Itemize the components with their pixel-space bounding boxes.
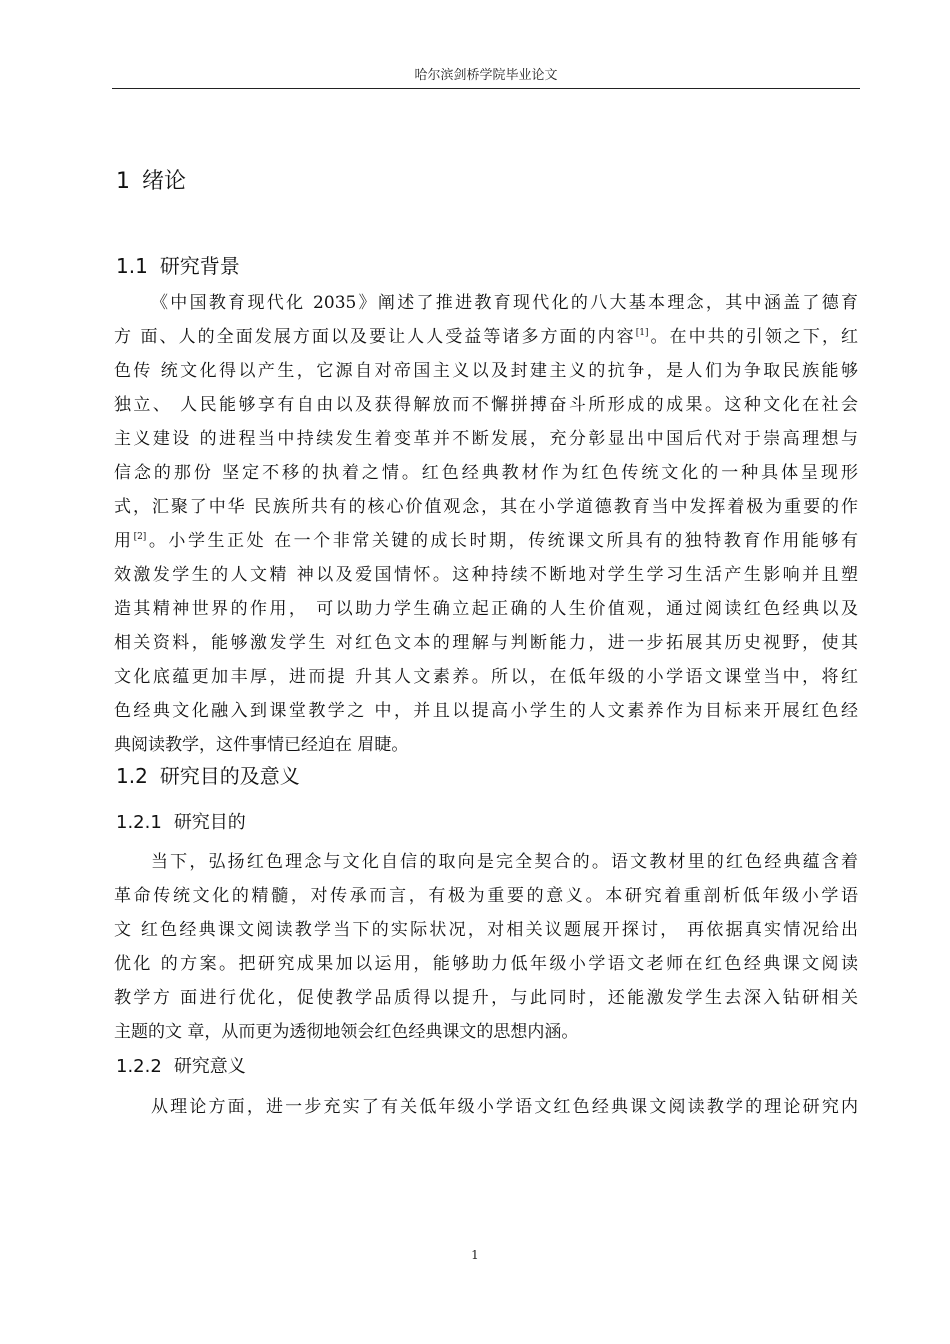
paragraph-line: 色传 统文化得以产生，它源自对帝国主义以及封建主义的抗争，是人们为争取民族能够 (114, 361, 858, 381)
paragraph-line: 式，汇聚了中华 民族所共有的核心价值观念，其在小学道德教育当中发挥着极为重要的作 (114, 497, 858, 517)
subsection-title: 研究目的 (173, 812, 246, 833)
paragraph-line: 当下，弘扬红色理念与文化自信的取向是完全契合的。语文教材里的红色经典蕴含着 (151, 852, 858, 872)
chapter-number: 1 (116, 169, 130, 194)
paragraph-line: 独立、 人民能够享有自由以及获得解放而不懈拼搏奋斗所形成的成果。这种文化在社会 (114, 395, 858, 415)
section-title: 研究目的及意义 (159, 764, 300, 788)
paragraph-line: 主题的文 章，从而更为透彻地领会红色经典课文的思想内涵。 (114, 1022, 579, 1042)
paragraph-research-purpose (114, 845, 858, 1049)
paragraph-line: 方 面、人的全面发展方面以及要让人人受益等诸多方面的内容[1]。在中共的引领之下，红 (114, 327, 858, 347)
running-header: 哈尔滨剑桥学院毕业论文 (112, 66, 860, 89)
section-heading-1-2 (116, 760, 300, 789)
section-heading-1-1 (116, 250, 240, 279)
subsection-heading-1-2-1 (116, 808, 246, 834)
paragraph-research-significance (114, 1090, 858, 1124)
paragraph-line: 优化 的方案。把研究成果加以运用，能够助力低年级小学语文老师在红色经典课文阅读 (114, 954, 858, 974)
paragraph-line: 用[2]。小学生正处 在一个非常关键的成长时期，传统课文所具有的独特教育作用能够有 (114, 531, 858, 551)
section-title: 研究背景 (159, 254, 240, 278)
chapter-title: 绪论 (142, 169, 187, 194)
paragraph-line: 效激发学生的人文精 神以及爱国情怀。这种持续不断地对学生学习生活产生影响并且塑 (114, 565, 858, 585)
subsection-heading-1-2-2 (116, 1052, 246, 1078)
paragraph-line: 造其精神世界的作用， 可以助力学生确立起正确的人生价值观，通过阅读红色经典以及 (114, 599, 858, 619)
paragraph-research-background (114, 286, 858, 762)
page-number: 1 (471, 1248, 479, 1262)
subsection-title: 研究意义 (173, 1056, 246, 1077)
section-number: 1.1 (116, 254, 148, 278)
section-number: 1.2 (116, 764, 148, 788)
paragraph-line: 主义建设 的进程当中持续发生着变革并不断发展，充分彰显出中国后代对于崇高理想与 (114, 429, 858, 449)
paragraph-line: 文化底蕴更加丰厚，进而提 升其人文素养。所以，在低年级的小学语文课堂当中，将红 (114, 667, 858, 687)
chapter-heading (116, 164, 186, 195)
paragraph-line: 文 红色经典课文阅读教学当下的实际状况，对相关议题展开探讨， 再依据真实情况给出 (114, 920, 858, 940)
citation-ref: [2] (133, 532, 147, 542)
paragraph-line: 相关资料，能够激发学生 对红色文本的理解与判断能力，进一步拓展其历史视野，使其 (114, 633, 858, 653)
paragraph-line: 《中国教育现代化 2035》阐述了推进教育现代化的八大基本理念，其中涵盖了德育 (151, 293, 858, 313)
paragraph-line: 典阅读教学，这件事情已经迫在 眉睫。 (114, 735, 409, 755)
paragraph-line: 教学方 面进行优化，促使教学品质得以提升，与此同时，还能激发学生去深入钻研相关 (114, 988, 858, 1008)
paragraph-line: 色经典文化融入到课堂教学之 中，并且以提高小学生的人文素养作为目标来开展红色经 (114, 701, 858, 721)
subsection-number: 1.2.2 (116, 1056, 162, 1077)
subsection-number: 1.2.1 (116, 812, 162, 833)
paragraph-line: 革命传统文化的精髓，对传承而言，有极为重要的意义。本研究着重剖析低年级小学语 (114, 886, 858, 906)
paragraph-line: 信念的那份 坚定不移的执着之情。红色经典教材作为红色传统文化的一种具体呈现形 (114, 463, 858, 483)
citation-ref: [1] (635, 328, 649, 338)
paragraph-line: 从理论方面，进一步充实了有关低年级小学语文红色经典课文阅读教学的理论研究内 (151, 1097, 858, 1117)
